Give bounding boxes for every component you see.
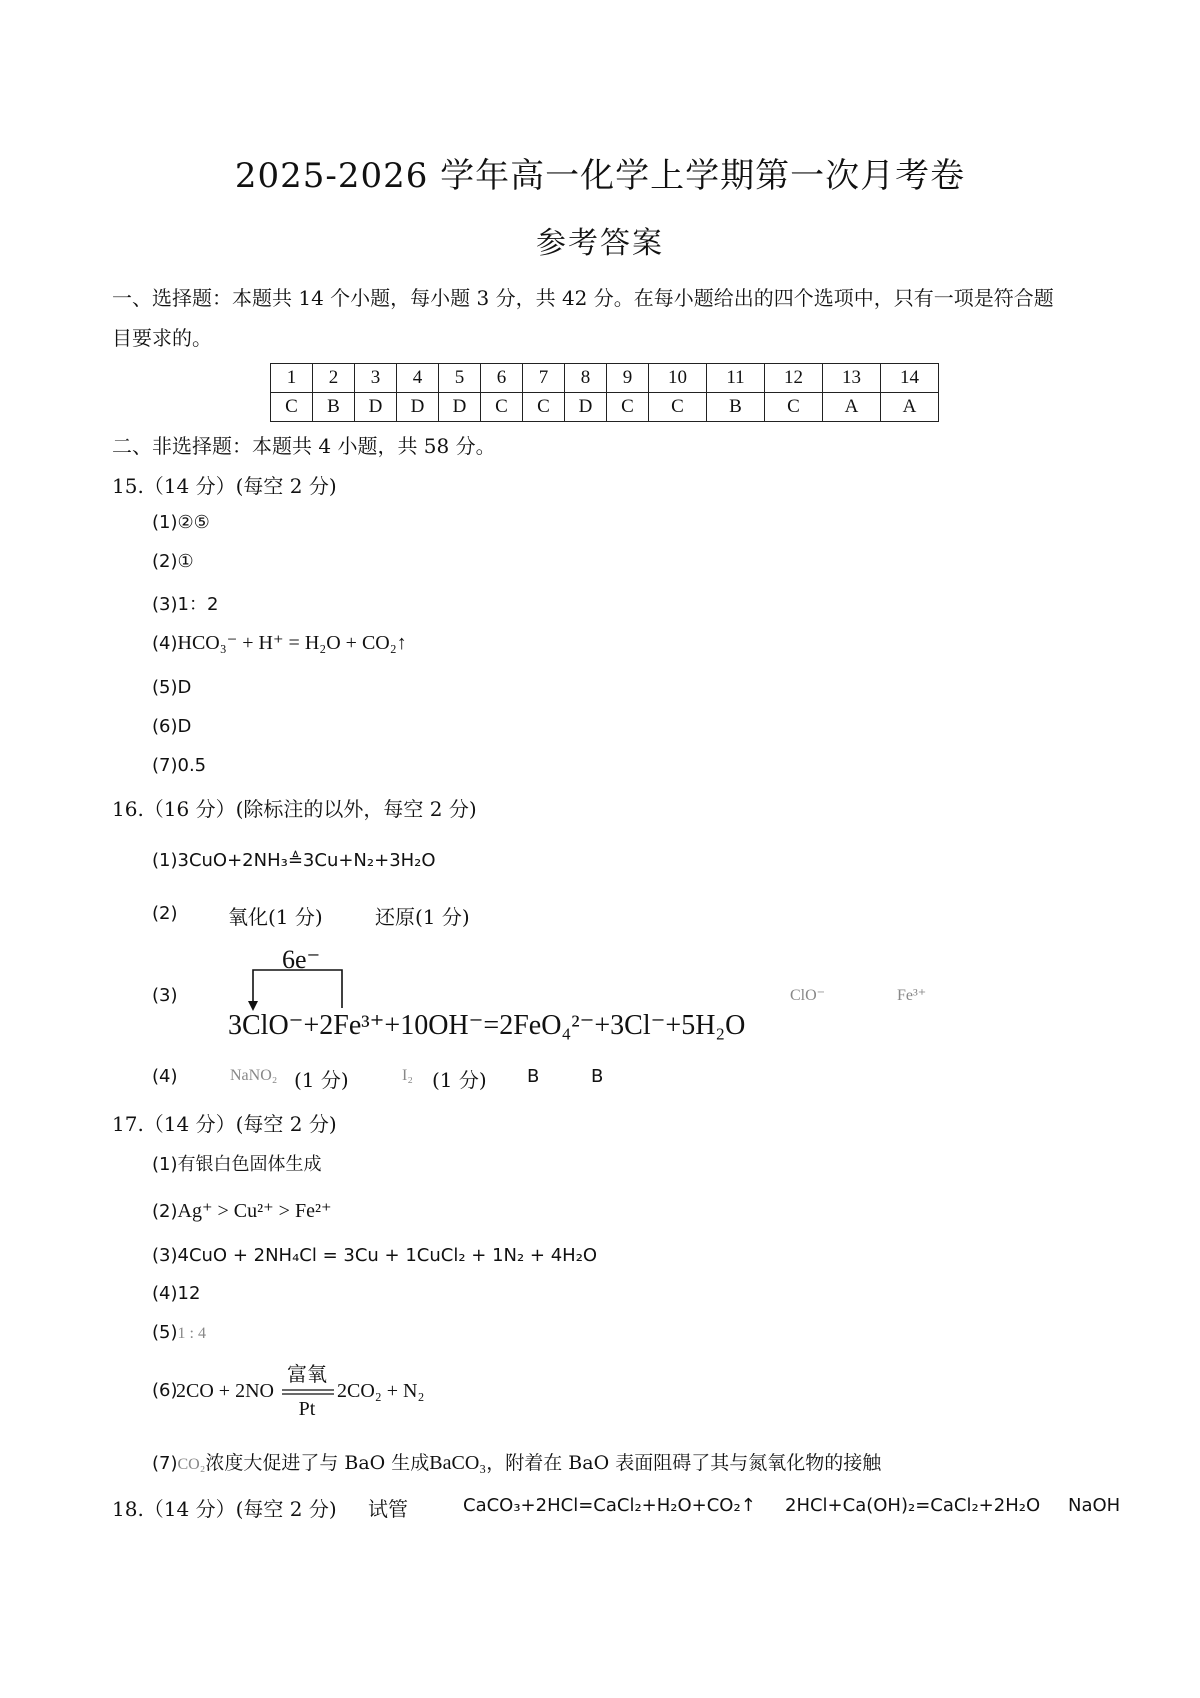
q16-answer-2-value-1: 氧化(1 分) [228, 905, 323, 929]
q16-answer-2-value-2: 还原(1 分) [375, 905, 470, 929]
answer-key-number: 7 [523, 364, 565, 393]
q16-answer-4-value-4: B [591, 1066, 604, 1087]
q16-answer-2-label: (2) [152, 903, 178, 924]
answer-key-number: 12 [765, 364, 823, 393]
answer-key-answer: C [765, 393, 823, 422]
q17-answer-7 [152, 1448, 881, 1475]
answer-key-answer: B [707, 393, 765, 422]
section1-instructions-line2: 目要求的。 [112, 326, 212, 350]
answer-key-answer-row [271, 393, 939, 422]
q17-answer-6-reactants: 2CO + 2NO [176, 1380, 274, 1402]
answer-key-number-row [271, 364, 939, 393]
q18-answer-4: NaOH [1068, 1495, 1121, 1516]
answer-key-answer: C [607, 393, 649, 422]
answer-key-number: 4 [397, 364, 439, 393]
q17-answer-7-text-1: 浓度大促进了与 BaO 生成 [205, 1452, 430, 1474]
answer-key-number: 2 [313, 364, 355, 393]
q17-answer-2-equation: Ag⁺ > Cu²⁺ > Fe²⁺ [177, 1200, 332, 1222]
q18-answer-2: CaCO₃+2HCl=CaCl₂+H₂O+CO₂↑ [463, 1495, 756, 1516]
q15-answer-1: (1)②⑤ [152, 512, 210, 533]
answer-key-number: 8 [565, 364, 607, 393]
answer-key-number: 10 [649, 364, 707, 393]
q15-answer-2: (2)① [152, 551, 194, 572]
section2-heading: 二、非选择题：本题共 4 小题，共 58 分。 [112, 434, 496, 458]
answer-key-answer: C [481, 393, 523, 422]
q16-answer-4-value-2: I₂ [402, 1067, 413, 1084]
page-subtitle: 参考答案 [536, 226, 664, 261]
q16-answer-3-equation: 3ClO⁻+2Fe³⁺+10OH⁻=2FeO₄²⁻+3Cl⁻+5H₂O [228, 1010, 746, 1041]
q16-answer-1: (1)3CuO+2NH₃≜3Cu+N₂+3H₂O [152, 850, 436, 871]
q16-answer-4-value-1: NaNO₂ [230, 1067, 278, 1084]
q17-answer-3: (3)4CuO + 2NH₄Cl = 3Cu + 1CuCl₂ + 1N₂ + 4H₂O [152, 1245, 598, 1266]
answer-key-number: 1 [271, 364, 313, 393]
section1-instructions-line1: 一、选择题：本题共 14 个小题，每小题 3 分，共 42 分。在每小题给出的四个选项中，只有一项是符合题 [112, 286, 1054, 310]
answer-key-number: 9 [607, 364, 649, 393]
q17-answer-6-condition-top: 富氧 [287, 1364, 327, 1386]
answer-key-answer: D [397, 393, 439, 422]
q15-answer-4 [152, 630, 407, 655]
q16-answer-3-label: (3) [152, 985, 178, 1006]
answer-key-answer: C [649, 393, 707, 422]
answer-key-answer: B [313, 393, 355, 422]
q17-answer-5-label: (5) [152, 1322, 178, 1343]
reaction-equals-sign-icon [282, 1388, 334, 1396]
answer-key-answer: D [355, 393, 397, 422]
q18-answer-1: 试管 [368, 1497, 408, 1521]
answer-key-number: 11 [707, 364, 765, 393]
q15-answer-6: (6)D [152, 716, 192, 737]
q17-answer-7-label: (7) [152, 1453, 178, 1474]
answer-key-answer: D [565, 393, 607, 422]
q15-heading: 15.（14 分）(每空 2 分) [112, 474, 337, 498]
q17-answer-5 [152, 1322, 206, 1343]
answer-key-answer: C [271, 393, 313, 422]
q17-answer-2-label: (2) [152, 1201, 178, 1222]
q17-answer-2 [152, 1198, 332, 1223]
answer-key-answer: D [439, 393, 481, 422]
answer-key-number: 3 [355, 364, 397, 393]
page-title: 2025-2026 学年高一化学上学期第一次月考卷 [234, 156, 966, 196]
q17-answer-6-condition-bottom: Pt [298, 1398, 316, 1420]
answer-key-number: 5 [439, 364, 481, 393]
q18-heading: 18.（14 分）(每空 2 分) [112, 1497, 337, 1521]
q17-answer-1: (1)有银白色固体生成 [152, 1154, 322, 1175]
q18-answer-3: 2HCl+Ca(OH)₂=CaCl₂+2H₂O [785, 1495, 1041, 1516]
q16-answer-3-oxidant: ClO⁻ [790, 987, 826, 1004]
q17-answer-6-label: (6) [152, 1380, 178, 1401]
q17-answer-6-products: 2CO₂ + N₂ [337, 1380, 425, 1402]
q16-electron-transfer-label: 6e⁻ [282, 945, 321, 974]
q17-answer-7-co2: CO₂ [177, 1456, 206, 1473]
answer-key-number: 6 [481, 364, 523, 393]
answer-key-table [270, 363, 939, 422]
answer-key-answer: A [823, 393, 881, 422]
q15-answer-4-equation: HCO₃⁻ + H⁺ = H₂O + CO₂↑ [177, 632, 407, 654]
q16-heading: 16.（16 分）(除标注的以外，每空 2 分) [112, 797, 477, 821]
q17-answer-7-baco3: BaCO₃ [429, 1452, 487, 1474]
answer-key-answer: A [881, 393, 939, 422]
answer-key-number: 13 [823, 364, 881, 393]
q16-answer-4-value-2-points: (1 分) [432, 1068, 487, 1092]
q16-answer-4-value-1-points: (1 分) [294, 1068, 349, 1092]
answer-key-number: 14 [881, 364, 939, 393]
q17-answer-7-text-2: ，附着在 BaO 表面阻碍了其与氮氧化物的接触 [486, 1452, 882, 1474]
q16-answer-4-label: (4) [152, 1066, 178, 1087]
q15-answer-5: (5)D [152, 677, 192, 698]
q15-answer-3: (3)1：2 [152, 594, 219, 615]
q15-answer-4-label: (4) [152, 633, 178, 654]
answer-key-answer: C [523, 393, 565, 422]
q17-answer-4: (4)12 [152, 1283, 201, 1304]
q16-answer-3-reductant: Fe³⁺ [897, 987, 927, 1004]
q17-heading: 17.（14 分）(每空 2 分) [112, 1112, 337, 1136]
q17-answer-5-value: 1 : 4 [177, 1325, 206, 1342]
q15-answer-7: (7)0.5 [152, 755, 207, 776]
q16-answer-4-value-3: B [527, 1066, 540, 1087]
